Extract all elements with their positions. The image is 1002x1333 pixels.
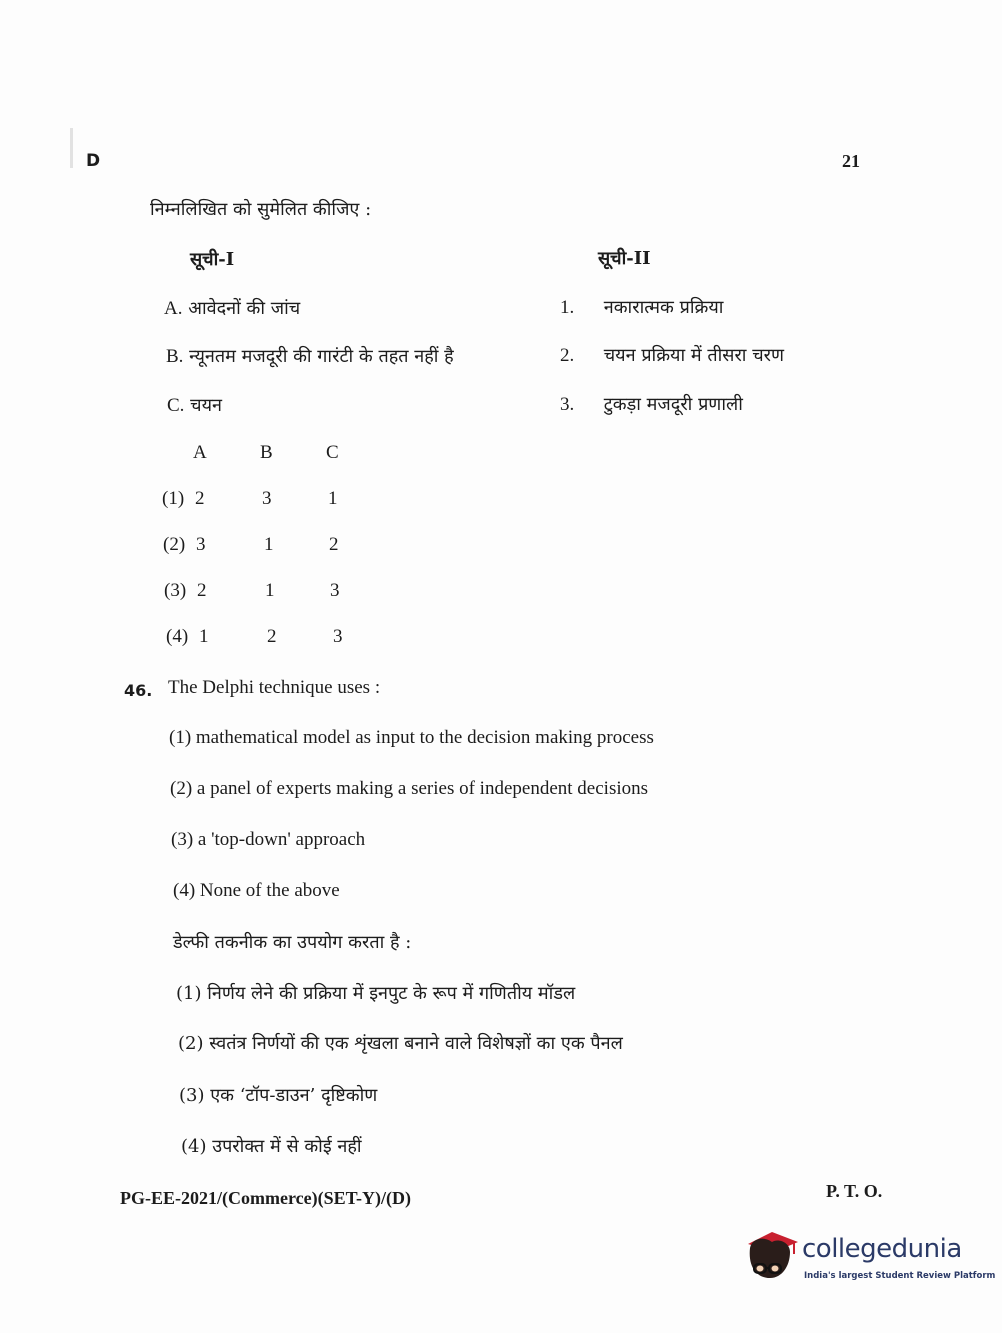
- question-text-en: The Delphi technique uses :: [168, 677, 381, 698]
- option-en-2[interactable]: (2) a panel of experts making a series of independent decisions: [170, 778, 649, 799]
- list1-item-text: चयन: [190, 395, 223, 416]
- list1-heading: सूची-I: [190, 249, 235, 270]
- list1-item-a: [164, 296, 300, 320]
- list1-item-c: [167, 393, 222, 417]
- option-hi-4[interactable]: (4) उपरोक्त में से कोई नहीं: [181, 1136, 362, 1157]
- scan-artifact: [70, 128, 73, 168]
- student-mascot-icon: [742, 1226, 802, 1286]
- option-value-a: 3: [196, 534, 206, 555]
- list2-item-label: 3.: [560, 394, 575, 415]
- option-hi-3[interactable]: (3) एक ‘टॉप-डाउन’ दृष्टिकोण: [179, 1085, 378, 1106]
- pto-label: P. T. O.: [826, 1181, 883, 1201]
- list2-item-label: 1.: [560, 297, 575, 318]
- list1-item-text: न्यूनतम मजदूरी की गारंटी के तहत नहीं है: [189, 346, 454, 367]
- option-hi-1[interactable]: (1) निर्णय लेने की प्रक्रिया में इनपुट के रूप में गणितीय मॉडल: [176, 983, 576, 1004]
- list2-item-1: [560, 295, 723, 319]
- option-label: (4): [166, 626, 189, 647]
- option-value-b: 2: [267, 626, 277, 647]
- match-instruction: निम्नलिखित को सुमेलित कीजिए :: [150, 199, 372, 220]
- option-value-b: 1: [265, 580, 275, 601]
- table-header-c: C: [326, 442, 339, 463]
- table-header-b: B: [260, 442, 273, 463]
- list2-item-text: टुकड़ा मजदूरी प्रणाली: [603, 394, 743, 415]
- list1-item-label: A.: [164, 298, 183, 319]
- page-number: 21: [842, 151, 860, 171]
- brand-name: collegedunia: [802, 1234, 962, 1264]
- option-label: (2): [163, 534, 186, 555]
- list1-item-label: B.: [166, 346, 184, 367]
- option-value-a: 2: [195, 488, 205, 509]
- option-value-c: 2: [329, 534, 339, 555]
- option-en-1[interactable]: (1) mathematical model as input to the decision making process: [169, 727, 654, 748]
- set-code: D: [86, 151, 101, 171]
- paper-code: PG-EE-2021/(Commerce)(SET-Y)/(D): [120, 1188, 411, 1208]
- option-value-c: 1: [328, 488, 338, 509]
- list1-item-text: आवेदनों की जांच: [188, 298, 301, 319]
- table-header-a: A: [193, 442, 207, 463]
- question-number: 46.: [124, 681, 153, 700]
- option-value-a: 1: [199, 626, 209, 647]
- list2-heading: सूची-II: [598, 248, 651, 269]
- list1-item-label: C.: [167, 395, 185, 416]
- option-value-b: 3: [262, 488, 272, 509]
- list2-item-2: [560, 343, 784, 367]
- collegedunia-logo: [742, 1226, 996, 1292]
- list2-item-text: नकारात्मक प्रक्रिया: [603, 297, 724, 318]
- option-value-a: 2: [197, 580, 207, 601]
- brand-tagline: India's largest Student Review Platform: [804, 1271, 996, 1281]
- list2-item-label: 2.: [560, 345, 575, 366]
- option-en-3[interactable]: (3) a 'top-down' approach: [171, 829, 366, 850]
- question-text-hi: डेल्फी तकनीक का उपयोग करता है :: [173, 932, 412, 953]
- option-label: (3): [164, 580, 187, 601]
- option-value-c: 3: [333, 626, 343, 647]
- list2-item-text: चयन प्रक्रिया में तीसरा चरण: [603, 345, 784, 366]
- list2-item-3: [560, 392, 743, 416]
- option-label: (1): [162, 488, 185, 509]
- list1-item-b: [166, 344, 454, 368]
- option-value-b: 1: [264, 534, 274, 555]
- option-en-4[interactable]: (4) None of the above: [173, 880, 340, 901]
- option-value-c: 3: [330, 580, 340, 601]
- option-hi-2[interactable]: (2) स्वतंत्र निर्णयों की एक शृंखला बनाने वाले विशेषज्ञों का एक पैनल: [178, 1033, 623, 1054]
